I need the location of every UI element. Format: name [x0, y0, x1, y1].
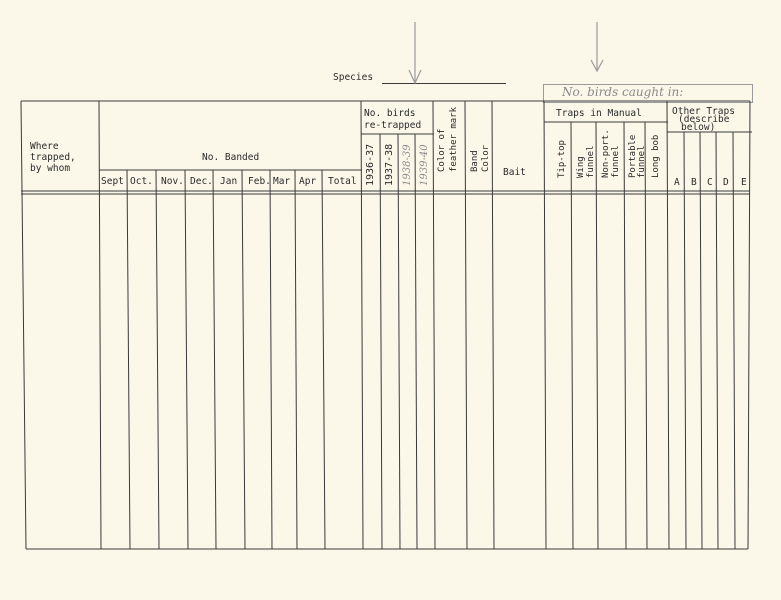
trap-nonport-funnel-line2: funnel	[611, 145, 621, 178]
month-jan: Jan	[220, 176, 238, 187]
other-trap-c: C	[707, 177, 713, 188]
trap-portable-funnel-line1: Portable	[628, 134, 638, 178]
season-1936-37: 1936-37	[365, 143, 376, 186]
retrapped-label-line2: re-trapped	[364, 120, 422, 131]
band-label-line2: Color	[481, 144, 491, 172]
month-feb: Feb.	[248, 176, 271, 187]
season-1939-40: 1939-40	[419, 144, 430, 186]
trap-wing-funnel-line1: Wing	[576, 156, 586, 178]
where-label-line1: Where	[30, 141, 59, 152]
month-total: Total	[328, 176, 357, 187]
season-1937-38: 1937-38	[384, 143, 395, 186]
species-label: Species	[333, 72, 374, 83]
month-sept: Sept	[101, 176, 124, 187]
feather-label-line1: Color of	[437, 128, 447, 172]
other-trap-e: E	[741, 177, 747, 188]
other-trap-d: D	[723, 177, 729, 188]
trap-wing-funnel-line2: funnel	[586, 145, 596, 178]
other-traps-line3: below)	[681, 122, 716, 133]
month-apr: Apr	[299, 176, 317, 187]
month-nov: Nov.	[161, 176, 184, 187]
trap-nonport-funnel-line1: Non-port.	[601, 129, 611, 178]
feather-label-line2: feather mark	[449, 106, 459, 172]
other-traps-line1: Other Traps	[672, 106, 735, 117]
trap-portable-funnel-line2: funnel	[637, 145, 647, 178]
other-traps-line2: (describe	[678, 114, 730, 125]
month-oct: Oct.	[130, 176, 153, 187]
band-label-line1: Band	[470, 150, 480, 172]
handwritten-note: No. birds caught in:	[562, 85, 684, 99]
month-dec: Dec.	[190, 176, 213, 187]
trap-long-bob: Long bob	[651, 134, 661, 178]
traps-manual-label: Traps in Manual	[556, 108, 642, 119]
where-label-line3: by whom	[30, 163, 71, 174]
other-trap-b: B	[691, 177, 697, 188]
where-label-line2: trapped,	[30, 152, 76, 163]
retrapped-label-line1: No. birds	[364, 108, 416, 119]
bait-label: Bait	[503, 167, 526, 178]
season-1938-39: 1938-39	[402, 144, 413, 186]
month-mar: Mar	[273, 176, 291, 187]
other-trap-a: A	[674, 177, 680, 188]
no-banded-label: No. Banded	[202, 152, 260, 163]
trap-tip-top: Tip-top	[557, 140, 567, 178]
